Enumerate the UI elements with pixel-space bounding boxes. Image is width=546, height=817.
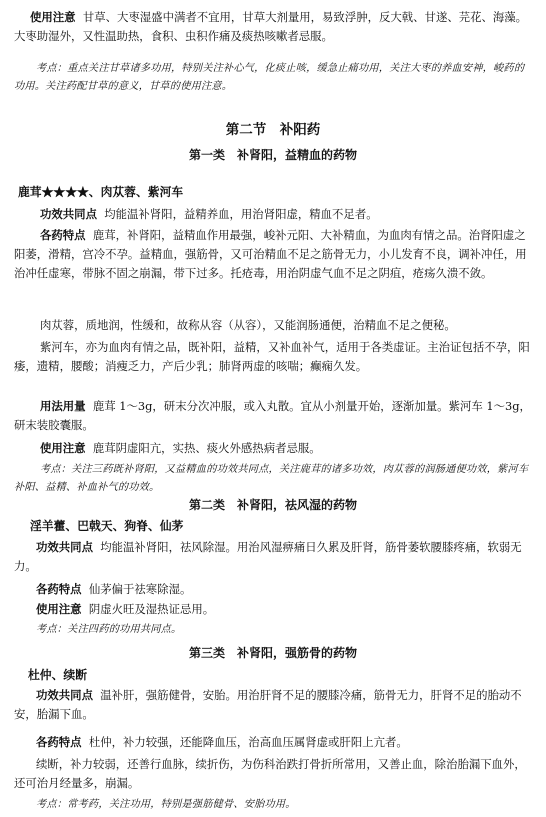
section-title: 第二节 补阳药	[225, 122, 321, 138]
class2-herb-list: 淫羊藿、巴戟天、狗脊、仙茅	[30, 519, 184, 533]
class1-usage-note-paragraph	[14, 439, 534, 458]
roucongrong-paragraph: 肉苁蓉，质地润，性缓和，故称从容（从容），又能润肠通便，治精血不足之便秘。	[40, 318, 456, 332]
usage-note-text: 甘草、大枣湿盛中满者不宜用，甘草大剂量用，易致浮肿，反大戟、甘遂、芫花、海藻。大枣助湿外，又性温助热，食积、虫积作痛及痰热咳嗽者忌服。	[14, 10, 528, 43]
usage-note-label: 使用注意	[30, 10, 76, 24]
class1-common-label: 功效共同点	[40, 207, 97, 221]
class1-features-text: 鹿茸，补肾阳，益精血作用最强，峻补元阳、大补精血，为血肉有情之品。治肾阳虚之阳萎，滑精，宫冷不孕。益精血，强筋骨，又可治精血不足之筋骨无力，小儿发育不良，调补冲任，用治冲任虚寒，带脉不固之崩漏，带下过多。托疮毒，用治阴虚气血不足之阴疽，疮疡久溃不敛。	[14, 228, 527, 280]
class2-usage-note-text: 阴虚火旺及湿热证忌用。	[88, 602, 215, 616]
class1-features-label: 各药特点	[40, 228, 86, 242]
class2-common-text: 均能温补肾阳，祛风除湿。用治风湿痹痛日久累及肝肾，筋骨萎软腰膝疼痛，软弱无力。	[14, 540, 522, 573]
class1-exam-point: 考点：关注三药既补肾阳，又益精血的功效共同点，关注鹿茸的诸多功效，肉苁蓉的润肠通便功效，紫河车补阳、益精、补血补气的功效。	[14, 464, 529, 493]
class1-herb-list: 鹿茸★★★★、肉苁蓉、紫河车	[18, 185, 184, 199]
class1-dosage-paragraph	[14, 397, 534, 435]
usage-note-paragraph	[14, 8, 534, 46]
class2-common-label: 功效共同点	[36, 540, 93, 554]
class1-common-paragraph	[14, 205, 534, 224]
class3-exam-point: 考点：常考药，关注功用，特别是强筋健骨、安胎功用。	[36, 799, 296, 810]
ziheche-paragraph: 紫河车，亦为血肉有情之品，既补阳，益精，又补血补气，适用于各类虚证。主治证包括不孕，阳痿，遗精，腰酸；消瘦乏力，产后少乳；肺肾两虚的咳喘；癫痫久发。	[14, 340, 530, 373]
class2-usage-note-paragraph	[14, 600, 534, 619]
class2-features-label: 各药特点	[36, 582, 82, 596]
class1-dosage-label: 用法用量	[40, 399, 86, 413]
class2-usage-note-label: 使用注意	[36, 602, 82, 616]
class3-common-text: 温补肝，强筋健骨，安胎。用治肝肾不足的腰膝冷痛，筋骨无力，肝肾不足的胎动不安，胎漏下血。	[14, 688, 522, 721]
class1-features-paragraph	[14, 226, 534, 283]
class1-usage-note-label: 使用注意	[40, 441, 86, 455]
class2-features-text: 仙茅偏于祛寒除湿。	[88, 582, 192, 596]
class3-common-paragraph	[14, 686, 534, 724]
class1-title: 第一类 补肾阳，益精血的药物	[188, 148, 357, 162]
class3-herb-list: 杜仲、续断	[28, 668, 87, 682]
class2-common-paragraph	[14, 538, 534, 576]
class1-common-text: 均能温补肾阳，益精养血，用治肾阳虚，精血不足者。	[104, 207, 378, 221]
xuduan-paragraph: 续断，补力较弱，还善行血脉，续折伤，为伤科治跌打骨折所常用，又善止血，除治胎漏下血外，还可治月经量多，崩漏。	[14, 757, 526, 790]
class3-title: 第三类 补肾阳，强筋骨的药物	[188, 646, 357, 660]
class1-usage-note-text: 鹿茸阴虚阳亢，实热、痰火外感热病者忌服。	[92, 441, 321, 455]
class3-features-label: 各药特点	[36, 735, 82, 749]
class3-features-paragraph	[14, 733, 534, 752]
exam-point-note: 考点：重点关注甘草诸多功用，特别关注补心气，化痰止咳，缓急止痛功用，关注大枣的养血安神，峻药的功用。关注药配甘草的意义，甘草的使用注意。	[14, 63, 525, 92]
class2-features-paragraph	[14, 580, 534, 599]
class3-common-label: 功效共同点	[36, 688, 93, 702]
class2-exam-point: 考点：关注四药的功用共同点。	[36, 624, 182, 635]
class3-features-text: 杜仲，补力较强，还能降血压，治高血压属肾虚或肝阳上亢者。	[88, 735, 408, 749]
class2-title: 第二类 补肾阳，祛风湿的药物	[188, 498, 357, 512]
class1-dosage-text: 鹿茸 1～3g，研末分次冲服，或入丸散。宜从小剂量开始，逐渐加量。紫河车 1～3g，研末装胶囊服。	[14, 399, 531, 432]
